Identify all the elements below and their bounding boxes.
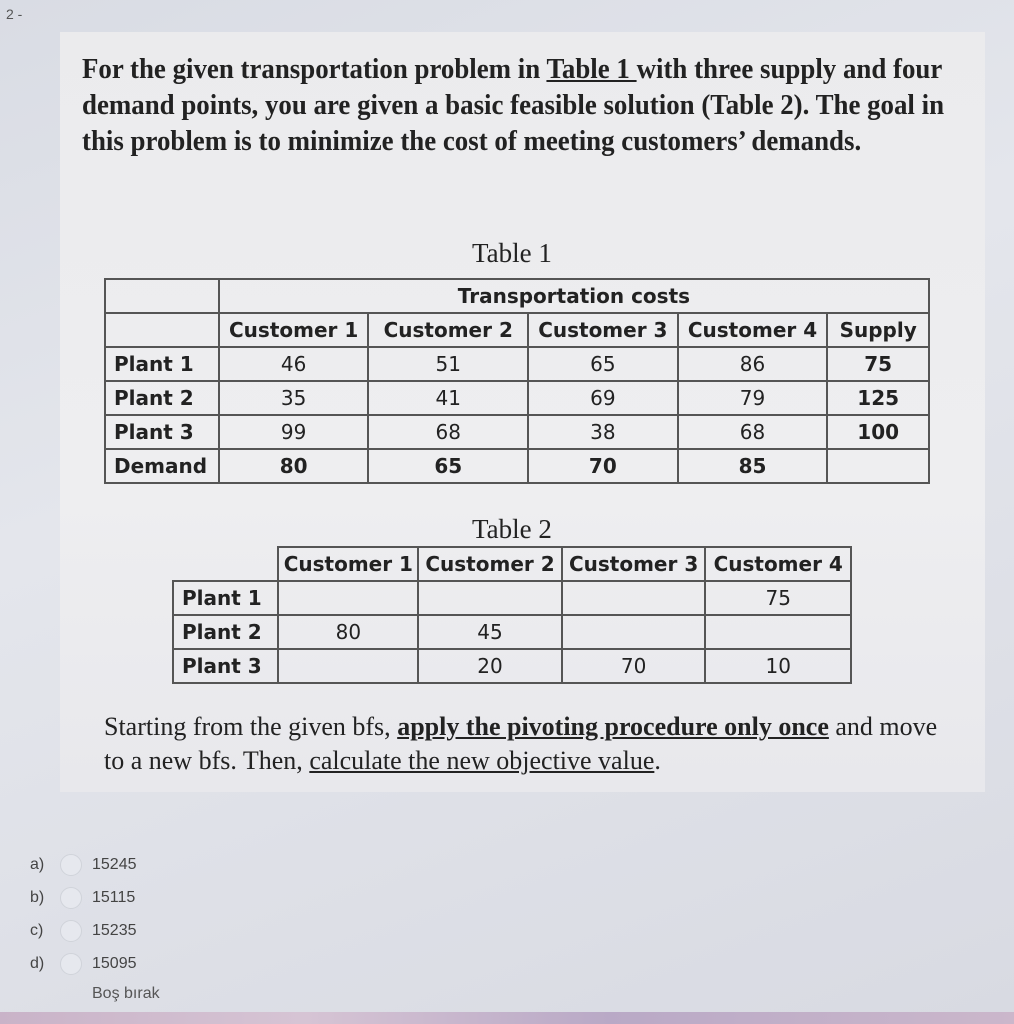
supply-cell: 100 <box>827 415 929 449</box>
allocation-cell: 20 <box>418 649 562 683</box>
table2-row <box>173 581 851 615</box>
instruction-keyword-objective: calculate the new objective value <box>309 746 655 775</box>
option-letter: d) <box>30 954 45 972</box>
option-value: 15115 <box>92 888 136 906</box>
allocation-cell: 75 <box>705 581 851 615</box>
option-value: 15235 <box>92 921 137 939</box>
table1-caption: Table 1 <box>472 238 552 268</box>
prompt-text-2: with three supply and four demand points, you are given a basic feasible solution (Table 2). The goal in this problem is to minimize the cost of meeting customers’ demands. <box>82 54 945 157</box>
allocation-cell <box>418 581 562 615</box>
table2-row <box>173 615 851 649</box>
row-label: Plant 1 <box>173 581 278 615</box>
table1-row <box>105 415 929 449</box>
instruction-part-2: and move to a new bfs. Then, <box>104 712 938 775</box>
cost-cell: 68 <box>678 415 828 449</box>
table1-row <box>105 381 929 415</box>
table2-row <box>173 649 851 683</box>
row-label: Demand <box>105 449 219 483</box>
option-value: 15245 <box>92 855 137 873</box>
table1-row-demand <box>105 449 929 483</box>
allocation-cell <box>562 615 706 649</box>
table2-col-header: Customer 4 <box>705 547 851 581</box>
option-a[interactable] <box>30 848 137 881</box>
demand-cell: 65 <box>368 449 528 483</box>
supply-cell: 75 <box>827 347 929 381</box>
table1-col-header: Customer 1 <box>219 313 369 347</box>
option-d[interactable] <box>30 947 137 980</box>
cost-cell: 79 <box>678 381 828 415</box>
option-b[interactable] <box>30 881 137 914</box>
table1-row <box>105 347 929 381</box>
answer-options <box>30 848 137 980</box>
table1-col-header: Customer 2 <box>368 313 528 347</box>
row-label: Plant 3 <box>105 415 219 449</box>
table2-basic-feasible-solution <box>172 546 852 684</box>
instruction-part-3: . <box>654 746 661 775</box>
table2-corner <box>173 547 278 581</box>
table2-col-header: Customer 1 <box>278 547 418 581</box>
cost-cell: 69 <box>528 381 678 415</box>
table2-caption: Table 2 <box>472 514 552 544</box>
empty-cell <box>827 449 929 483</box>
allocation-cell: 10 <box>705 649 851 683</box>
option-letter: a) <box>30 855 45 873</box>
radio-button[interactable] <box>60 920 82 942</box>
option-letter: b) <box>30 888 45 906</box>
row-label: Plant 2 <box>105 381 219 415</box>
allocation-cell: 80 <box>278 615 418 649</box>
demand-cell: 70 <box>528 449 678 483</box>
cost-cell: 65 <box>528 347 678 381</box>
cost-cell: 41 <box>368 381 528 415</box>
cost-cell: 86 <box>678 347 828 381</box>
allocation-cell <box>278 649 418 683</box>
question-number: 2 - <box>6 6 23 22</box>
table2-col-header: Customer 2 <box>418 547 562 581</box>
option-letter: c) <box>30 921 44 939</box>
cost-cell: 51 <box>368 347 528 381</box>
allocation-cell <box>278 581 418 615</box>
radio-button[interactable] <box>60 854 82 876</box>
skip-answer-link[interactable]: Boş bırak <box>92 985 160 1002</box>
radio-button[interactable] <box>60 887 82 909</box>
row-label: Plant 3 <box>173 649 278 683</box>
allocation-cell: 70 <box>562 649 706 683</box>
table1-reference: Table 1 <box>546 54 637 85</box>
table2-col-header: Customer 3 <box>562 547 706 581</box>
cost-cell: 38 <box>528 415 678 449</box>
row-label: Plant 1 <box>105 347 219 381</box>
table1-col-header: Customer 3 <box>528 313 678 347</box>
allocation-cell <box>705 615 851 649</box>
demand-cell: 85 <box>678 449 828 483</box>
option-value: 15095 <box>92 954 137 972</box>
cost-cell: 99 <box>219 415 369 449</box>
demand-cell: 80 <box>219 449 369 483</box>
table1-super-header: Transportation costs <box>219 279 929 313</box>
table1-col-header-supply: Supply <box>827 313 929 347</box>
taskbar-edge <box>0 1012 1014 1024</box>
option-c[interactable] <box>30 914 137 947</box>
table1-col-header: Customer 4 <box>678 313 828 347</box>
table1-corner <box>105 279 219 313</box>
row-label: Plant 2 <box>173 615 278 649</box>
instruction-keyword-pivot: apply the pivoting procedure only once <box>397 712 829 741</box>
prompt-text-1: For the given transportation problem in <box>82 54 547 85</box>
cost-cell: 68 <box>368 415 528 449</box>
supply-cell: 125 <box>827 381 929 415</box>
allocation-cell: 45 <box>418 615 562 649</box>
allocation-cell <box>562 581 706 615</box>
question-prompt <box>82 52 946 160</box>
instruction-text <box>104 710 944 778</box>
instruction-part-1: Starting from the given bfs, <box>104 712 398 741</box>
table1-transportation-costs <box>104 278 930 484</box>
cost-cell: 46 <box>219 347 369 381</box>
table1-corner-2 <box>105 313 219 347</box>
cost-cell: 35 <box>219 381 369 415</box>
radio-button[interactable] <box>60 953 82 975</box>
